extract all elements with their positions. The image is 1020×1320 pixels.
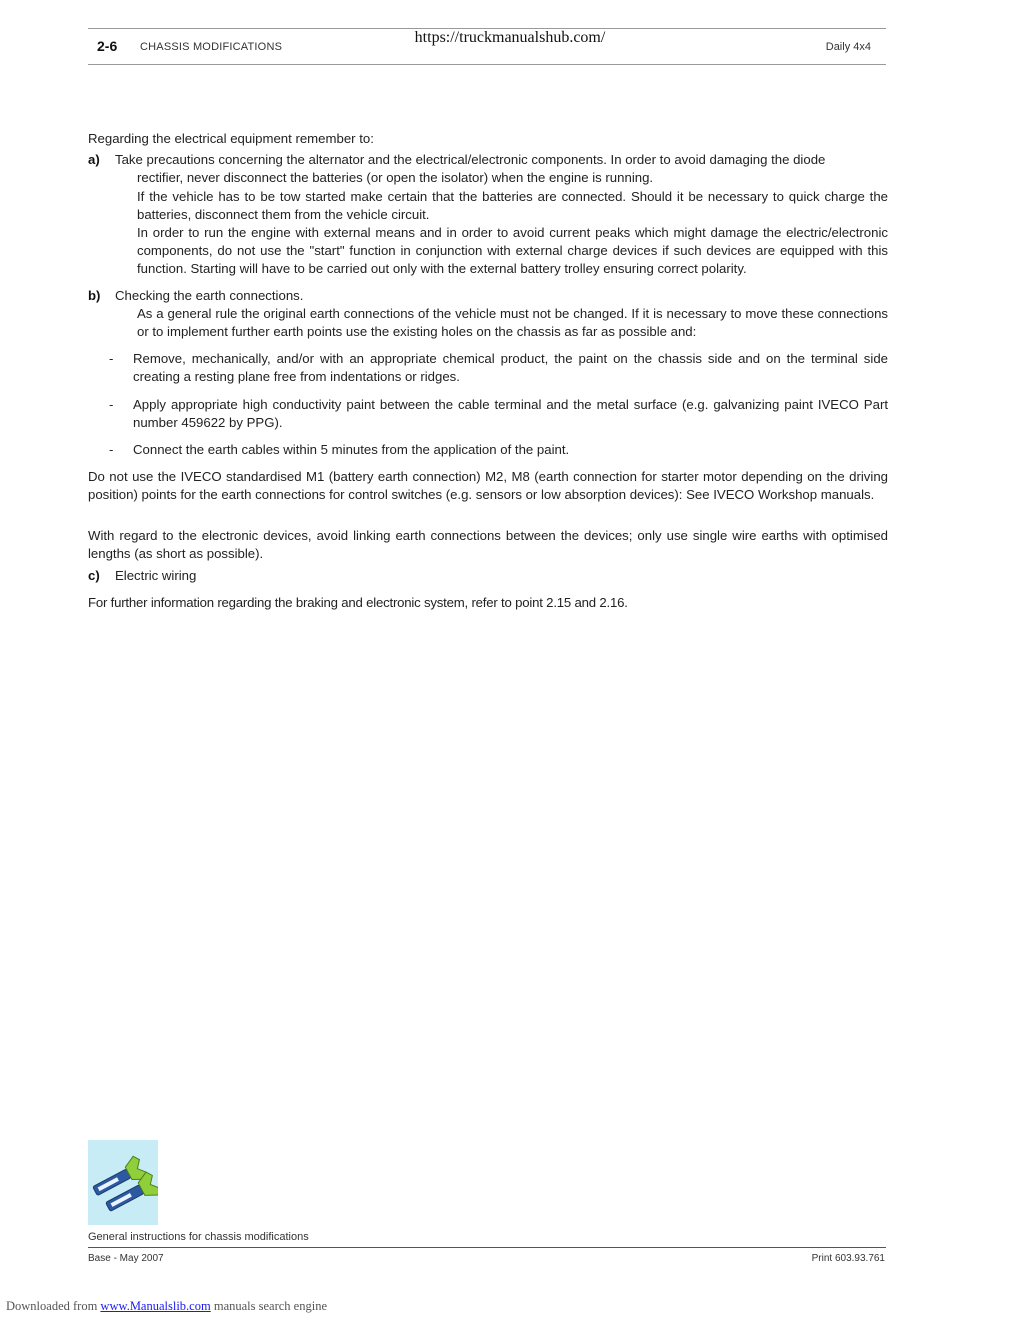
intro-text: Regarding the electrical equipment remember to: (88, 131, 374, 146)
footer-rule (88, 1247, 886, 1248)
list-bullet: - (109, 442, 114, 457)
header-top-rule (88, 28, 886, 29)
item-a-marker: a) (88, 152, 100, 167)
item-a-line-3: In order to run the engine with external means and in order to avoid current peaks which might damage the electric/electronic components, do not use the "start" function in conjunction with external charge devices if such devices are equipped with this function. Starting will have to be carried out only with the external battery trolley ensuring correct polarity. (137, 225, 888, 276)
download-suffix: manuals search engine (213, 1299, 327, 1313)
list-item: Connect the earth cables within 5 minutes from the application of the paint. (133, 442, 570, 457)
download-notice (6, 1299, 327, 1314)
paragraph-further-info: For further information regarding the braking and electronic system, refer to point 2.15 and 2.16. (88, 595, 628, 610)
item-c-first-line: Electric wiring (115, 568, 197, 583)
item-a-first-line: Take precautions concerning the alternator and the electrical/electronic components. In order to avoid damaging the diode (115, 152, 826, 167)
list-item: Remove, mechanically, and/or with an appropriate chemical product, the paint on the chassis side and on the terminal side creating a resting plane free from indentations or ridges. (133, 351, 888, 384)
item-c-marker: c) (88, 568, 100, 583)
item-b-line-1: As a general rule the original earth connections of the vehicle must not be changed. If it is necessary to move these connections or to implement further earth points use the existing holes on the chassis as far as possible and: (137, 306, 888, 339)
list-bullet: - (109, 397, 114, 412)
paragraph-electronic-devices: With regard to the electronic devices, avoid linking earth connections between the devices; only use single wire earths with optimised lengths (as short as possible). (88, 528, 888, 561)
paragraph-m1-earth: Do not use the IVECO standardised M1 (battery earth connection) M2, M8 (earth connection for starter motor depending on the driving position) points for the earth connections for control switches (e.g. sensors or low absorption devices): See IVECO Workshop manuals. (88, 469, 888, 502)
page-number: 2-6 (97, 38, 118, 54)
list-bullet: - (109, 351, 114, 366)
download-prefix: Downloaded from (6, 1299, 98, 1313)
footer-print-code: Print 603.93.761 (811, 1253, 885, 1264)
header-bottom-rule (88, 64, 886, 65)
footer-edition: Base - May 2007 (88, 1253, 164, 1264)
wrench-icon (88, 1140, 158, 1225)
list-item: Apply appropriate high conductivity paint between the cable terminal and the metal surface (e.g. galvanizing paint IVECO Part number 459622 by PPG). (133, 397, 888, 430)
manualslib-link[interactable]: www.Manualslib.com (100, 1299, 211, 1313)
item-b-marker: b) (88, 288, 101, 303)
item-b-first-line: Checking the earth connections. (115, 288, 304, 303)
footer-caption: General instructions for chassis modifications (88, 1231, 309, 1243)
model-name: Daily 4x4 (825, 41, 871, 53)
section-title: CHASSIS MODIFICATIONS (140, 41, 283, 53)
source-url: https://truckmanualshub.com/ (414, 29, 606, 46)
item-a-line-2: If the vehicle has to be tow started make certain that the batteries are connected. Should it be necessary to quick charge the batteries, disconnect them from the vehicle circuit. (137, 189, 888, 222)
item-a-line-1: rectifier, never disconnect the batteries (or open the isolator) when the engine is running. (137, 170, 654, 185)
